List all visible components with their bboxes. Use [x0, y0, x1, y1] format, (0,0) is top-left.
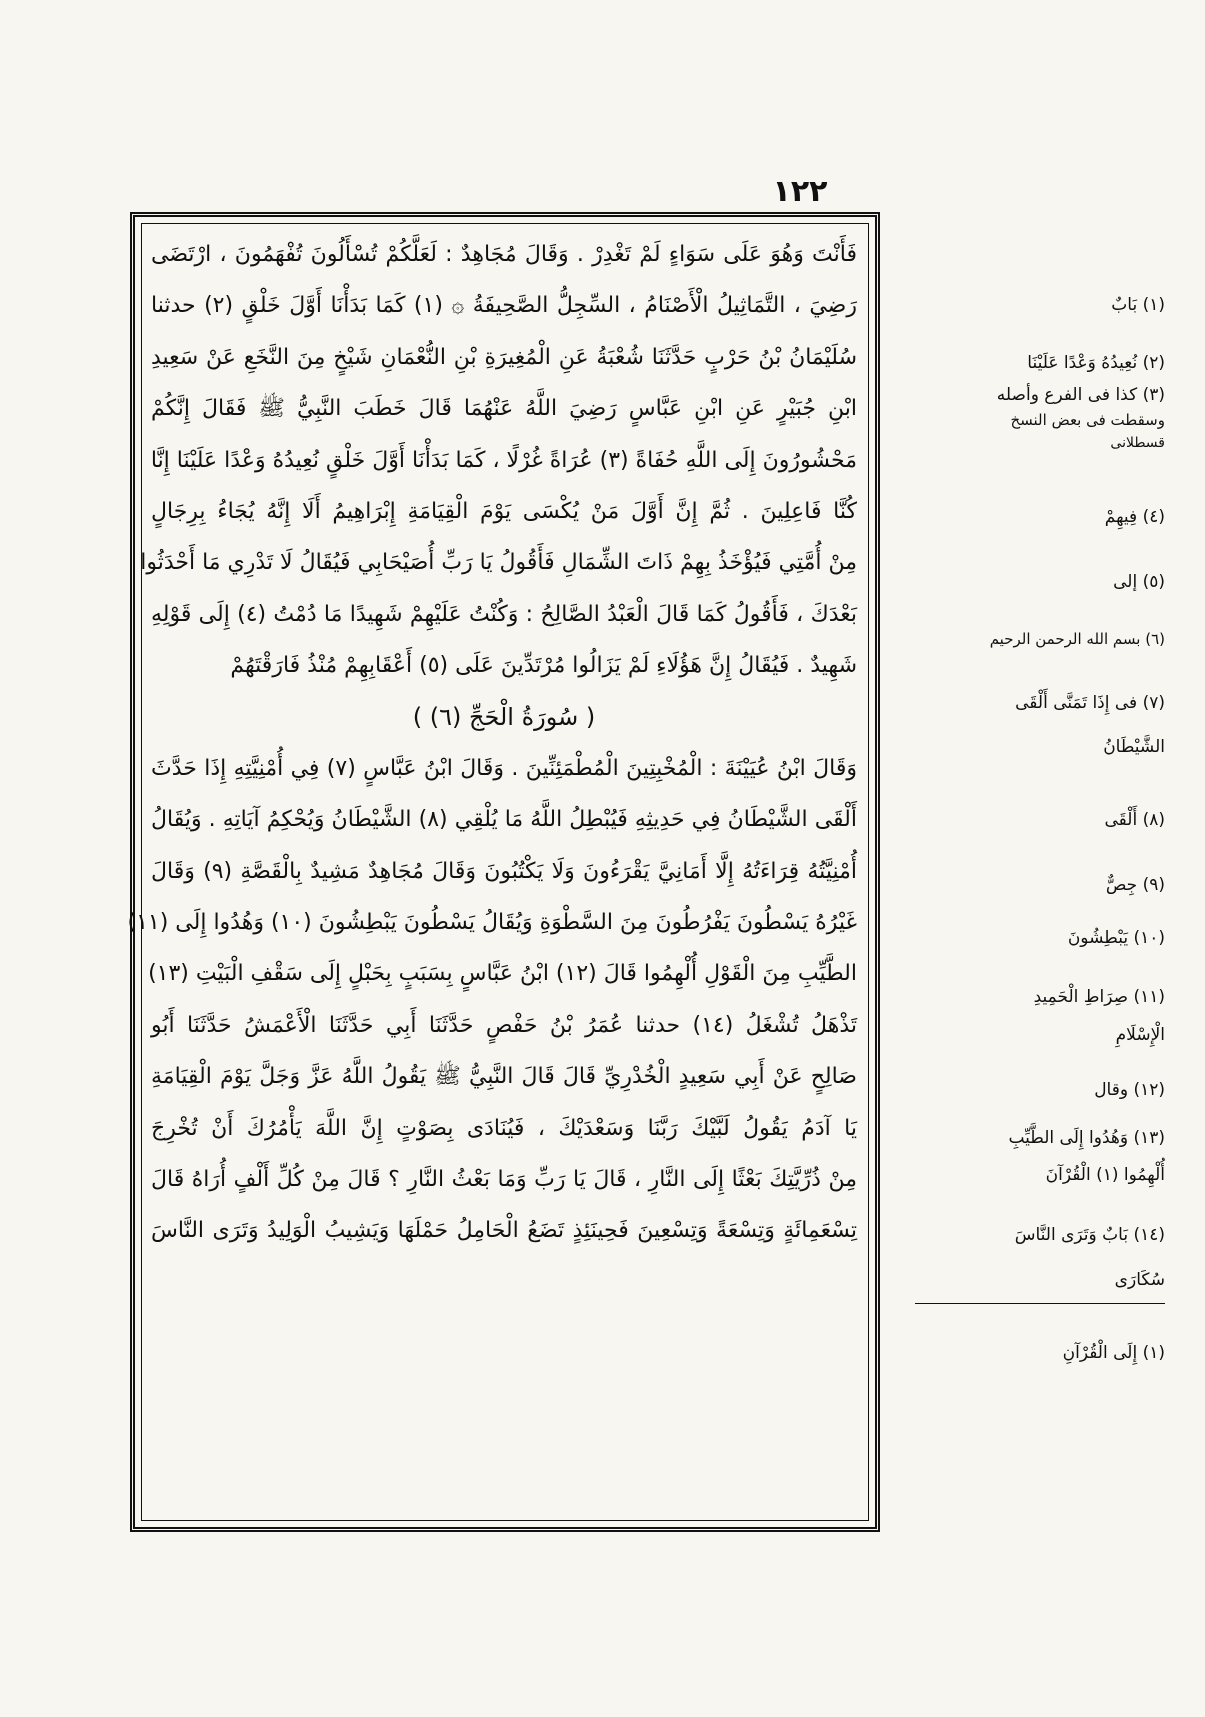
- margin-note: الْإِسْلَامِ: [1115, 1025, 1165, 1045]
- margin-notes: [915, 285, 1165, 1515]
- margin-note: (٨) أَلْقَى: [1104, 810, 1165, 830]
- text-line: مَحْشُورُونَ إِلَى اللَّهِ حُفَاةً (٣) عُرَاةً غُرْلًا ، كَمَا بَدَأْنَا أَوَّلَ خَلْقٍ نُعِيدُهُ وَعْدًا عَلَيْنَا إِنَّا: [150, 447, 857, 473]
- surah-heading: ( سُورَةُ الْحَجِّ (٦) ): [412, 702, 596, 731]
- text-line: رَضِيَ ، التَّمَاثِيلُ الْأَصْنَامُ ، السِّجِلُّ الصَّحِيفَةُ ۞ (١) كَمَا بَدَأْنَا أَوَّلَ خَلْقٍ (٢) حدثنا: [151, 293, 857, 319]
- text-line: غَيْرُهُ يَسْطُونَ يَفْرُطُونَ مِنَ السَّطْوَةِ وَيُقَالُ يَسْطُونَ يَبْطِشُونَ (١٠) وَهُدُوا إِلَى (١١): [127, 910, 857, 936]
- margin-note: (١٣) وَهُدُوا إِلَى الطَّيِّبِ: [1008, 1128, 1165, 1148]
- margin-note: الشَّيْطَانُ: [1103, 737, 1165, 757]
- text-line: تَذْهَلُ تُشْغَلُ (١٤) حدثنا عُمَرُ بْنُ حَفْصٍ حَدَّثَنَا أَبِي حَدَّثَنَا الْأَعْمَشُ حَدَّثَنَا أَبُو: [151, 1012, 857, 1038]
- text-line: الطَّيِّبِ مِنَ الْقَوْلِ أُلْهِمُوا قَالَ (١٢) ابْنُ عَبَّاسٍ بِسَبَبٍ بِحَبْلٍ إِلَى سَقْفِ الْبَيْتِ (١٣): [148, 961, 857, 987]
- text-line: مِنْ ذُرِّيَّتِكَ بَعْثًا إِلَى النَّارِ ، قَالَ يَا رَبِّ وَمَا بَعْثُ النَّارِ ؟ قَالَ مِنْ كُلِّ أَلْفٍ أُرَاهُ قَالَ: [151, 1167, 857, 1193]
- text-line: صَالِحٍ عَنْ أَبِي سَعِيدٍ الْخُدْرِيِّ قَالَ قَالَ النَّبِيُّ ﷺ يَقُولُ اللَّهُ عَزَّ وَجَلَّ يَوْمَ الْقِيَامَةِ: [151, 1064, 857, 1090]
- text-line: يَا آدَمُ يَقُولُ لَبَّيْكَ رَبَّنَا وَسَعْدَيْكَ ، فَيُنَادَى بِصَوْتٍ إِنَّ اللَّهَ يَأْمُرُكَ أَنْ تُخْرِجَ: [151, 1115, 857, 1141]
- margin-note: (٩) جِصٌّ: [1105, 875, 1165, 895]
- margin-note: أُلْهِمُوا (١) الْقُرْآنَ: [1045, 1165, 1165, 1185]
- margin-note: سُكَارَى: [1114, 1270, 1165, 1290]
- margin-note: (١٠) يَبْطِشُونَ: [1067, 928, 1165, 948]
- text-line: بَعْدَكَ ، فَأَقُولُ كَمَا قَالَ الْعَبْدُ الصَّالِحُ : وَكُنْتُ عَلَيْهِمْ شَهِيدًا مَا دُمْتُ (٤) إِلَى قَوْلِهِ: [151, 601, 857, 627]
- margin-note: وسقطت فى بعض النسخ: [1010, 411, 1165, 429]
- text-line: تِسْعَمِائَةٍ وَتِسْعَةً وَتِسْعِينَ فَحِينَئِذٍ تَضَعُ الْحَامِلُ حَمْلَهَا وَيَشِيبُ الْوَلِيدُ وَتَرَى النَّاسَ: [151, 1218, 857, 1244]
- text-line: مِنْ أُمَّتِي فَيُؤْخَذُ بِهِمْ ذَاتَ الشِّمَالِ فَأَقُولُ يَا رَبِّ أُصَيْحَابِي فَيُقَالُ لَا تَدْرِي مَا أَحْدَثُوا: [140, 550, 857, 576]
- text-line: أُمْنِيَّتُهُ قِرَاءَتُهُ إِلَّا أَمَانِيَّ يَقْرَءُونَ وَلَا يَكْتُبُونَ وَقَالَ مُجَاهِدٌ مَشِيدٌ بِالْقَصَّةِ (٩) وَقَالَ: [151, 858, 857, 884]
- margin-note: (٦) بسم الله الرحمن الرحيم: [989, 630, 1165, 648]
- margin-note: (١) إِلَى الْقُرْآنِ: [1062, 1343, 1165, 1363]
- text-line: ابْنِ جُبَيْرٍ عَنِ ابْنِ عَبَّاسٍ رَضِيَ اللَّهُ عَنْهُمَا قَالَ خَطَبَ النَّبِيُّ ﷺ فَقَالَ إِنَّكُمْ: [151, 396, 857, 422]
- margin-note: (٢) نُعِيدُهُ وَعْدًا عَلَيْنَا: [1027, 353, 1165, 373]
- margin-note: (١) بَابٌ: [1111, 295, 1165, 315]
- text-line: كُنَّا فَاعِلِينَ . ثُمَّ إِنَّ أَوَّلَ مَنْ يُكْسَى يَوْمَ الْقِيَامَةِ إِبْرَاهِيمُ أَلَا إِنَّهُ يُجَاءُ بِرِجَالٍ: [151, 498, 857, 524]
- text-line: شَهِيدٌ . فَيُقَالُ إِنَّ هَؤُلَاءِ لَمْ يَزَالُوا مُرْتَدِّينَ عَلَى (٥) أَعْقَابِهِمْ مُنْذُ فَارَقْتَهُمْ: [230, 653, 857, 679]
- main-text-block: [127, 229, 858, 1517]
- text-line: فَأَنْتَ وَهُوَ عَلَى سَوَاءٍ لَمْ تَغْدِرْ . وَقَالَ مُجَاهِدٌ : لَعَلَّكُمْ تُسْأَلُونَ تُفْهَمُونَ ، ارْتَضَى: [151, 242, 857, 267]
- margin-note: (٥) إلى: [1113, 572, 1165, 592]
- page-number: ١٢٢: [772, 174, 828, 209]
- text-frame: [127, 212, 880, 1532]
- margin-note: (١١) صِرَاطِ الْحَمِيدِ: [1033, 987, 1165, 1007]
- margin-footnote-divider: [915, 1303, 1165, 1304]
- margin-note: (٧) فى إِذَا تَمَنَّى أَلْقَى: [1015, 693, 1165, 713]
- text-line: سُلَيْمَانُ بْنُ حَرْبٍ حَدَّثَنَا شُعْبَةُ عَنِ الْمُغِيرَةِ بْنِ النُّعْمَانِ شَيْخٍ مِنَ النَّخَعِ عَنْ سَعِيدِ: [151, 344, 857, 370]
- margin-note: (٤) فِيهِمْ: [1104, 507, 1165, 527]
- margin-note: (١٢) وقال: [1094, 1080, 1165, 1100]
- text-line: وَقَالَ ابْنُ عُيَيْنَةَ : الْمُخْبِتِينَ الْمُطْمَئِنِّينَ . وَقَالَ ابْنُ عَبَّاسٍ (٧) فِي أُمْنِيَّتِهِ إِذَا حَدَّثَ: [151, 755, 857, 781]
- margin-note: (٣) كذا فى الفرع وأصله: [996, 385, 1165, 405]
- margin-note: قسطلانى: [1110, 435, 1165, 451]
- margin-note: (١٤) بَابٌ وَتَرَى النَّاسَ: [1014, 1225, 1165, 1245]
- text-line: أَلْقَى الشَّيْطَانُ فِي حَدِيثِهِ فَيُبْطِلُ اللَّهُ مَا يُلْقِي (٨) الشَّيْطَانُ وَيُحْكِمُ آيَاتِهِ . وَيُقَالُ: [151, 807, 858, 833]
